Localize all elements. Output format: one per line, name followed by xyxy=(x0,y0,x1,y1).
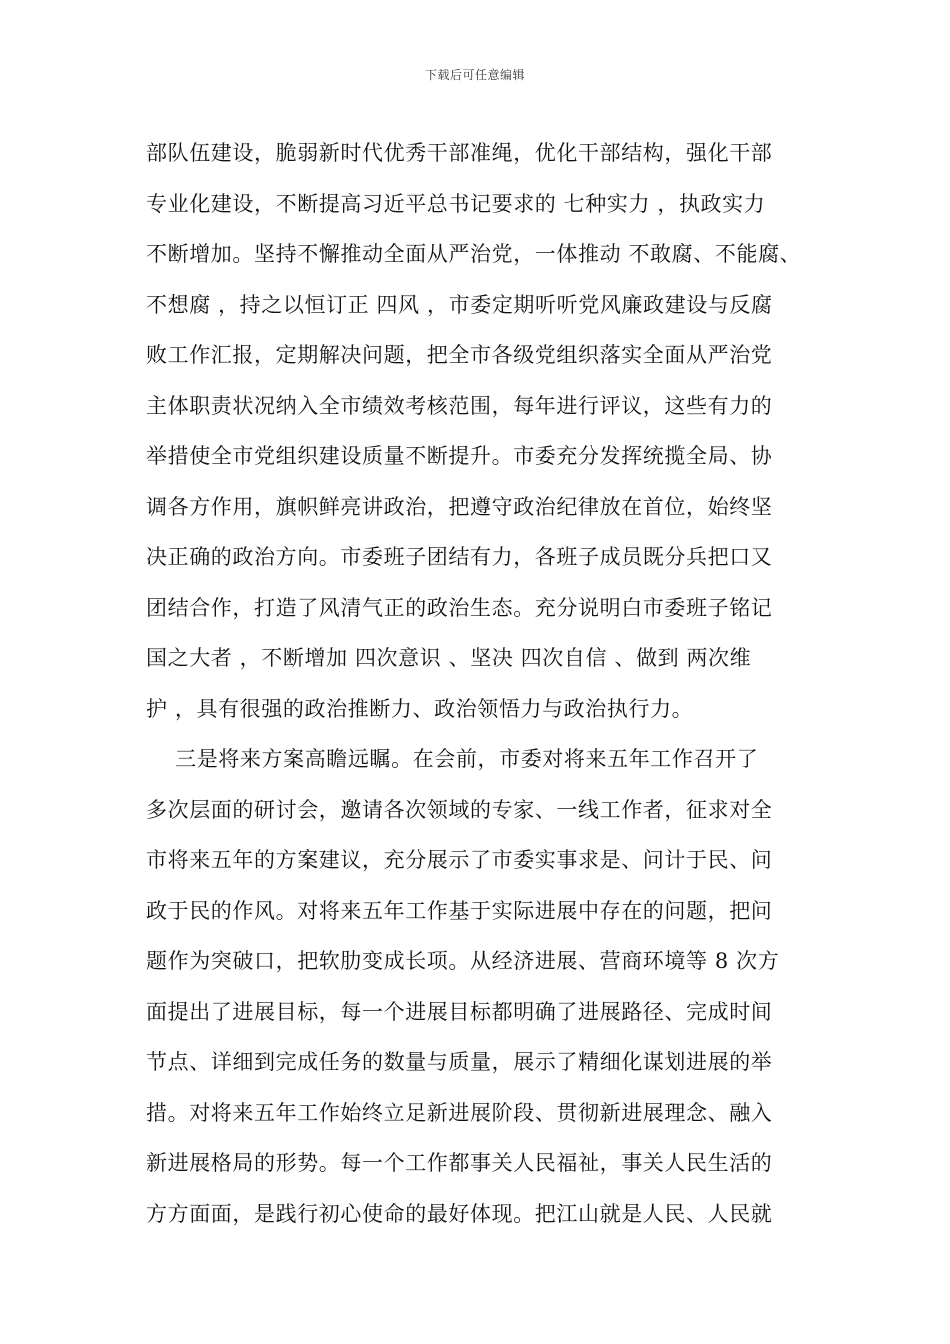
text-line: 举措使全市党组织建设质量不断提升。市委充分发挥统揽全局、协 xyxy=(146,444,773,468)
text-line: 主体职责状况纳入全市绩效考核范围，每年进行评议，这些有力的 xyxy=(146,393,773,418)
text-line: 不断增加。坚持不懈推动全面从严治党，一体推动 不敢腐、不能腐、 xyxy=(146,242,802,266)
text-line: 市将来五年的方案建议，充分展示了市委实事求是、问计于民、问 xyxy=(146,848,773,872)
text-line: 方方面面，是践行初心使命的最好体现。把江山就是人民、人民就 xyxy=(146,1201,773,1226)
paragraph-2 xyxy=(146,734,822,1239)
text-line: 新进展格局的形势。每一个工作都事关人民福祉，事关人民生活的 xyxy=(146,1151,773,1175)
text-line: 三是将来方案高瞻远瞩。在会前，市委对将来五年工作召开了 xyxy=(146,747,759,771)
text-line: 多次层面的研讨会，邀请各次领域的专家、一线工作者，征求对全 xyxy=(146,797,773,822)
text-line: 专业化建设，不断提高习近平总书记要求的 七种实力 ，执政实力 xyxy=(146,191,766,216)
text-line: 败工作汇报，定期解决问题，把全市各级党组织落实全面从严治党 xyxy=(146,343,773,367)
text-line: 国之大者 ，不断增加 四次意识 、坚决 四次自信 、做到 两次维 xyxy=(146,646,752,670)
text-line: 护 ，具有很强的政治推断力、政治领悟力与政治执行力。 xyxy=(146,696,694,721)
text-line: 团结合作，打造了风清气正的政治生态。充分说明白市委班子铭记 xyxy=(146,595,773,620)
text-line: 政于民的作风。对将来五年工作基于实际进展中存在的问题，把问 xyxy=(146,898,773,923)
text-line: 措。对将来五年工作始终立足新进展阶段、贯彻新进展理念、融入 xyxy=(146,1100,773,1125)
text-line: 决正确的政治方向。市委班子团结有力，各班子成员既分兵把口又 xyxy=(146,545,773,569)
text-line: 不想腐 ，持之以恒订正 四风 ，市委定期听听党风廉政建设与反腐 xyxy=(146,292,773,317)
body-text xyxy=(146,128,822,1239)
paragraph-1 xyxy=(146,128,822,734)
text-line: 调各方作用，旗帜鲜亮讲政治，把遵守政治纪律放在首位，始终坚 xyxy=(146,494,773,519)
text-line: 部队伍建设，脆弱新时代优秀干部准绳，优化干部结构，强化干部 xyxy=(146,141,773,165)
text-line: 节点、详细到完成任务的数量与质量，展示了精细化谋划进展的举 xyxy=(146,1050,773,1074)
text-line: 题作为突破口，把软肋变成长项。从经济进展、营商环境等 8 次方 xyxy=(146,949,780,973)
page-header: 下载后可任意编辑 xyxy=(424,68,525,82)
text-line: 面提出了进展目标，每一个进展目标都明确了进展路径、完成时间 xyxy=(146,999,773,1024)
